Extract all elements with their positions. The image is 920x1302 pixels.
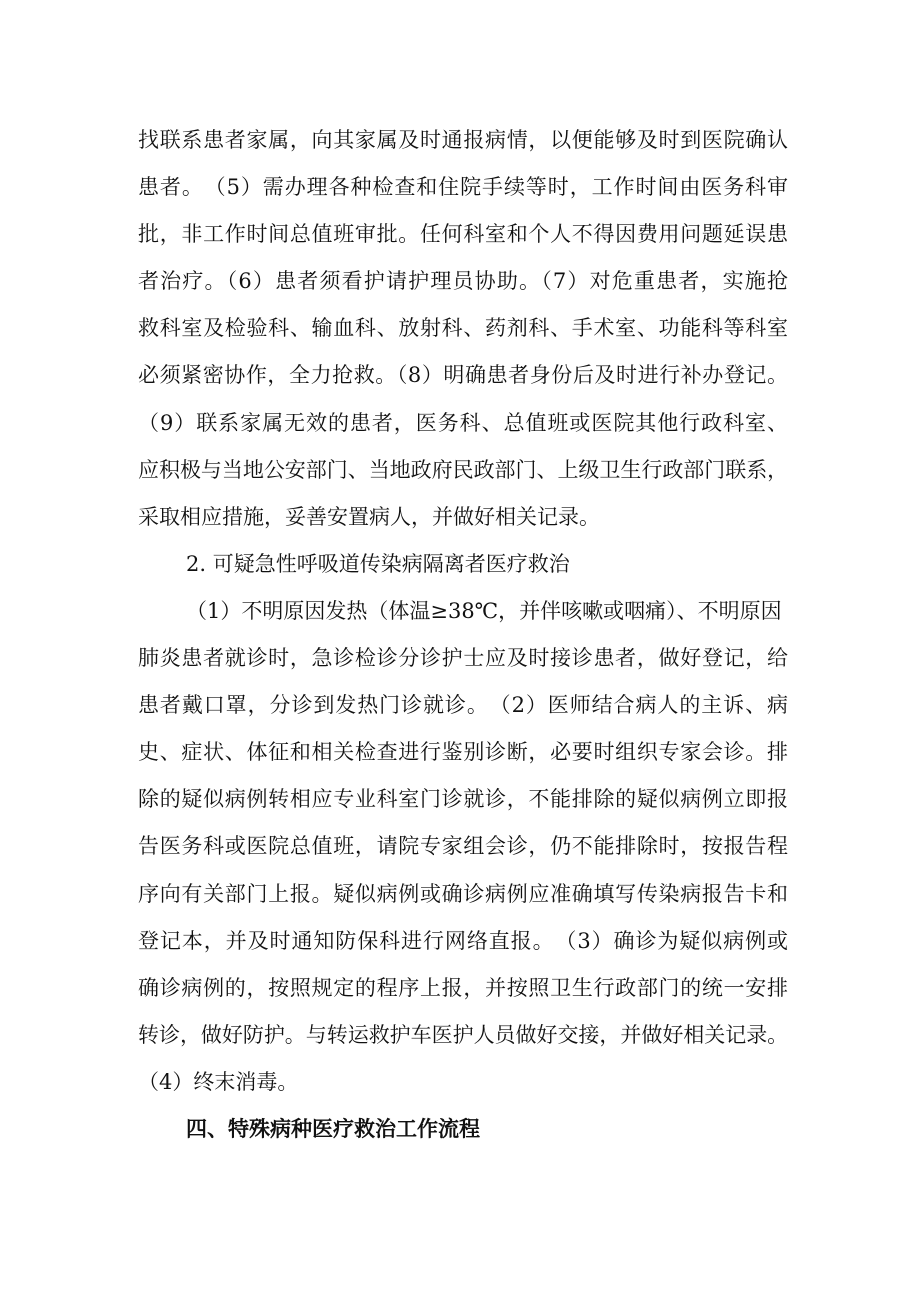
paragraph-line: 肺炎患者就诊时，急诊检诊分诊护士应及时接诊患者，做好登记，给 [138,646,788,671]
paragraph-line: 序向有关部门上报。疑似病例或确诊病例应准确填写传染病报告卡和 [138,881,788,906]
document-body [138,122,788,1158]
paragraph-line: 必须紧密协作，全力抢救。（8）明确患者身份后及时进行补办登记。 [138,363,788,388]
paragraph-line: （4）终末消毒。 [138,1069,299,1094]
paragraph-line: 告医务科或医院总值班，请院专家组会诊，仍不能排除时，按报告程 [138,834,788,859]
paragraph-line: 确诊病例的，按照规定的程序上报，并按照卫生行政部门的统一安排 [138,975,788,1000]
paragraph-line: 救科室及检验科、输血科、放射科、药剂科、手术室、功能科等科室 [138,316,788,341]
paragraph-line: 患者。 （5）需办理各种检查和住院手续等时，工作时间由医务科审 [138,175,788,200]
paragraph-line: 找联系患者家属，向其家属及时通报病情，以便能够及时到医院确认 [138,128,788,152]
paragraph-line: 者治疗。（6）患者须看护请护理员协助。（7）对危重患者，实施抢 [138,269,788,294]
section-heading: 四、特殊病种医疗救治工作流程 [186,1115,480,1141]
paragraph-line: 采取相应措施，妥善安置病人，并做好相关记录。 [138,504,600,529]
subsection-title: 2. 可疑急性呼吸道传染病隔离者医疗救治 [186,551,570,576]
paragraph-line: 批，非工作时间总值班审批。任何科室和个人不得因费用问题延误患 [138,222,788,247]
paragraph-line: 应积极与当地公安部门、当地政府民政部门、上级卫生行政部门联系， [138,457,788,482]
paragraph-line: （1）不明原因发热（体温≥38℃，并伴咳嗽或咽痛）、不明原因 [186,598,782,623]
paragraph-line: 患者戴口罩，分诊到发热门诊就诊。 （2）医师结合病人的主诉、病 [138,693,788,718]
paragraph-line: 史、症状、体征和相关检查进行鉴别诊断，必要时组织专家会诊。排 [138,740,788,765]
paragraph-line: 转诊，做好防护。与转运救护车医护人员做好交接，并做好相关记录。 [138,1022,788,1047]
paragraph-line: 登记本，并及时通知防保科进行网络直报。 （3）确诊为疑似病例或 [138,928,788,953]
paragraph-line: （9）联系家属无效的患者，医务科、总值班或医院其他行政科室、 [138,410,788,435]
paragraph-line: 除的疑似病例转相应专业科室门诊就诊，不能排除的疑似病例立即报 [138,787,788,812]
